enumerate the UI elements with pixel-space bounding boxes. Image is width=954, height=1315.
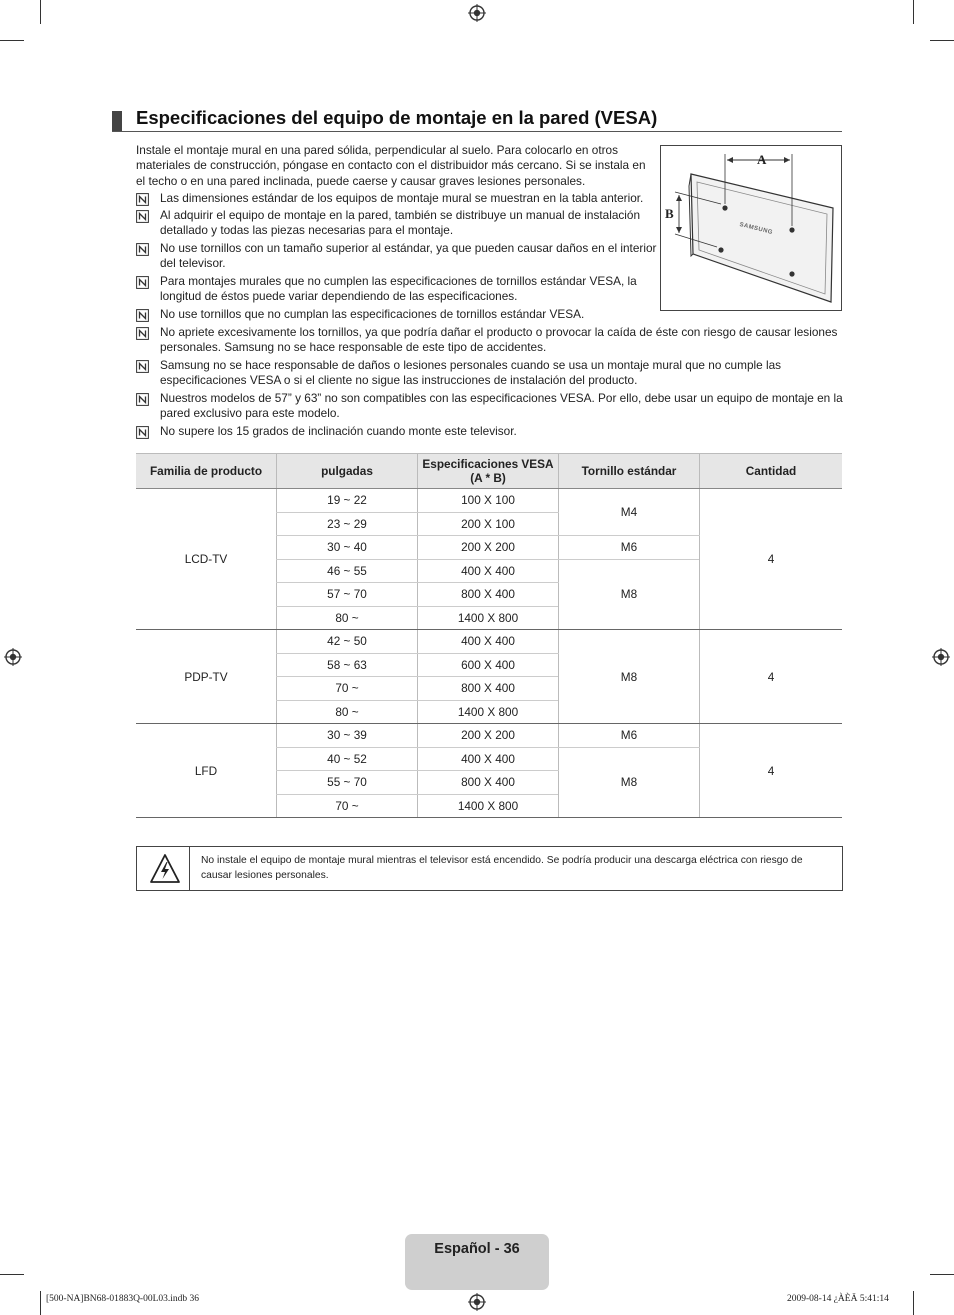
note-line: No supere los 15 grados de inclinación cuando monte este televisor. bbox=[160, 424, 517, 438]
vesa-cell: 400 X 400 bbox=[418, 630, 559, 654]
note-text bbox=[160, 325, 837, 356]
print-slug-timestamp: 2009-08-14 ¿ÀÈÄ 5:41:14 bbox=[787, 1294, 889, 1304]
inches-cell: 19 ~ 22 bbox=[277, 489, 418, 513]
column-header-vesa-line2: (A * B) bbox=[470, 471, 506, 485]
inches-cell: 57 ~ 70 bbox=[277, 583, 418, 607]
vesa-cell: 1400 X 800 bbox=[418, 794, 559, 818]
inches-cell: 80 ~ bbox=[277, 700, 418, 724]
brand-logo: SAMSUNG bbox=[738, 221, 774, 237]
note-text bbox=[160, 208, 640, 239]
note-line: Al adquirir el equipo de montaje en la pared, también se distribuye un manual de instalación bbox=[160, 208, 641, 222]
screw-cell: M6 bbox=[559, 724, 700, 748]
quantity-cell: 4 bbox=[700, 489, 843, 630]
vesa-cell: 1400 X 800 bbox=[418, 606, 559, 630]
inches-cell: 70 ~ bbox=[277, 794, 418, 818]
note-icon bbox=[136, 393, 149, 406]
wall-mount-figure bbox=[660, 145, 842, 311]
note-icon bbox=[136, 276, 149, 289]
dimension-a-label: A bbox=[757, 152, 767, 167]
note-line: Las dimensiones estándar de los equipos de montaje mural se muestran en la tabla anterior. bbox=[160, 191, 644, 205]
print-slug-file: [500-NA]BN68-01883Q-00L03.indb 36 bbox=[46, 1294, 200, 1304]
note-text bbox=[160, 424, 517, 439]
note-line: No use tornillos con un tamaño superior al estándar, ya que pueden causar daños en el interior bbox=[160, 241, 657, 255]
inches-cell: 42 ~ 50 bbox=[277, 630, 418, 654]
note-text bbox=[160, 307, 584, 322]
crop-mark bbox=[0, 40, 24, 41]
heading-rule bbox=[112, 131, 842, 132]
inches-cell: 58 ~ 63 bbox=[277, 653, 418, 677]
note-text bbox=[160, 391, 843, 422]
warning-divider bbox=[189, 847, 190, 890]
inches-cell: 30 ~ 40 bbox=[277, 536, 418, 560]
crop-mark bbox=[930, 40, 954, 41]
heading-marker bbox=[112, 111, 122, 131]
dimension-b-label: B bbox=[665, 206, 674, 221]
table-header-row bbox=[136, 454, 842, 489]
registration-mark-icon bbox=[932, 648, 950, 666]
crop-mark bbox=[913, 1291, 914, 1315]
column-header-vesa-line1: Especificaciones VESA bbox=[422, 457, 554, 471]
crop-mark bbox=[0, 1274, 24, 1275]
intro-paragraph: Instale el montaje mural en una pared sólida, perpendicular al suelo. Para colocarlo en otros materiales de construcción, póngase en contacto con el distribuidor más cercano. Si se instala en el techo o en una pared inclinada, puede caerse y causar graves lesiones personales. bbox=[136, 143, 646, 188]
table-row bbox=[136, 724, 842, 748]
registration-mark-icon bbox=[4, 648, 22, 666]
note-text bbox=[160, 241, 656, 272]
screw-cell: M8 bbox=[559, 630, 700, 724]
vesa-cell: 800 X 400 bbox=[418, 677, 559, 701]
warning-text: No instale el equipo de montaje mural mientras el televisor está encendido. Se podría producir una descarga eléctrica con riesgo de causar lesiones personales. bbox=[201, 855, 803, 881]
inches-cell: 40 ~ 52 bbox=[277, 747, 418, 771]
quantity-cell: 4 bbox=[700, 724, 843, 818]
table-row bbox=[136, 630, 842, 654]
vesa-cell: 400 X 400 bbox=[418, 747, 559, 771]
note-line: pared exclusivo para este modelo. bbox=[160, 406, 340, 421]
product-family-cell: LFD bbox=[136, 724, 277, 818]
vesa-cell: 200 X 200 bbox=[418, 536, 559, 560]
note-icon bbox=[136, 327, 149, 340]
table-row bbox=[136, 489, 842, 513]
note-icon bbox=[136, 193, 149, 206]
note-text bbox=[160, 274, 637, 305]
vesa-cell: 200 X 200 bbox=[418, 724, 559, 748]
note-line: Nuestros modelos de 57” y 63” no son compatibles con las especificaciones VESA. Por ello, debe usar un equipo de montaje en la bbox=[160, 391, 843, 405]
table-body bbox=[136, 489, 842, 818]
product-family-cell: PDP-TV bbox=[136, 630, 277, 724]
column-header-family: Familia de producto bbox=[136, 454, 277, 489]
note-icon bbox=[136, 243, 149, 256]
page-number: Español - 36 bbox=[434, 1241, 520, 1257]
vesa-cell: 100 X 100 bbox=[418, 489, 559, 513]
note-line: detallado y todas las piezas necesarias para el montaje. bbox=[160, 223, 454, 238]
inches-cell: 23 ~ 29 bbox=[277, 512, 418, 536]
inches-cell: 46 ~ 55 bbox=[277, 559, 418, 583]
note-line: No apriete excesivamente los tornillos, ya que podría dañar el producto o provocar la caída de éste con riesgo de causar lesiones bbox=[160, 325, 838, 339]
column-header-inches: pulgadas bbox=[277, 454, 418, 489]
note-text bbox=[160, 358, 781, 389]
note-line: longitud de éstos puede variar dependiendo de las especificaciones. bbox=[160, 289, 518, 304]
vesa-cell: 800 X 400 bbox=[418, 771, 559, 795]
vesa-spec-table bbox=[136, 453, 842, 818]
note-line: Para montajes murales que no cumplen las especificaciones de tornillos estándar VESA, la bbox=[160, 274, 637, 288]
screw-cell: M6 bbox=[559, 536, 700, 560]
inches-cell: 55 ~ 70 bbox=[277, 771, 418, 795]
note-icon bbox=[136, 426, 149, 439]
note-icon bbox=[136, 360, 149, 373]
screw-cell: M8 bbox=[559, 559, 700, 630]
product-family-cell: LCD-TV bbox=[136, 489, 277, 630]
vesa-cell: 600 X 400 bbox=[418, 653, 559, 677]
quantity-cell: 4 bbox=[700, 630, 843, 724]
inches-cell: 30 ~ 39 bbox=[277, 724, 418, 748]
vesa-cell: 800 X 400 bbox=[418, 583, 559, 607]
screw-cell: M8 bbox=[559, 747, 700, 818]
column-header-vesa bbox=[418, 454, 559, 489]
vesa-cell: 1400 X 800 bbox=[418, 700, 559, 724]
note-icon bbox=[136, 210, 149, 223]
crop-mark bbox=[930, 1274, 954, 1275]
inches-cell: 70 ~ bbox=[277, 677, 418, 701]
page-title: Especificaciones del equipo de montaje en la pared (VESA) bbox=[136, 107, 658, 128]
note-line: No use tornillos que no cumplan las especificaciones de tornillos estándar VESA. bbox=[160, 307, 585, 321]
note-line: personales. Samsung no se hace responsable de este tipo de accidentes. bbox=[160, 340, 547, 355]
crop-mark bbox=[40, 0, 41, 24]
note-line: especificaciones VESA o si el cliente no sigue las instrucciones de instalación del producto. bbox=[160, 373, 638, 388]
column-header-quantity: Cantidad bbox=[700, 454, 843, 489]
vesa-cell: 200 X 100 bbox=[418, 512, 559, 536]
screw-cell: M4 bbox=[559, 489, 700, 536]
column-header-screw: Tornillo estándar bbox=[559, 454, 700, 489]
note-icon bbox=[136, 309, 149, 322]
warning-box bbox=[136, 846, 843, 891]
registration-mark-icon bbox=[468, 1293, 486, 1311]
vesa-cell: 400 X 400 bbox=[418, 559, 559, 583]
crop-mark bbox=[913, 0, 914, 24]
note-line: del televisor. bbox=[160, 256, 226, 271]
inches-cell: 80 ~ bbox=[277, 606, 418, 630]
note-text bbox=[160, 191, 643, 206]
electric-shock-warning-icon bbox=[149, 853, 181, 885]
crop-mark bbox=[40, 1291, 41, 1315]
note-line: Samsung no se hace responsable de daños o lesiones personales cuando se usa un montaje mural que no cumple las bbox=[160, 358, 782, 372]
registration-mark-icon bbox=[468, 4, 486, 22]
